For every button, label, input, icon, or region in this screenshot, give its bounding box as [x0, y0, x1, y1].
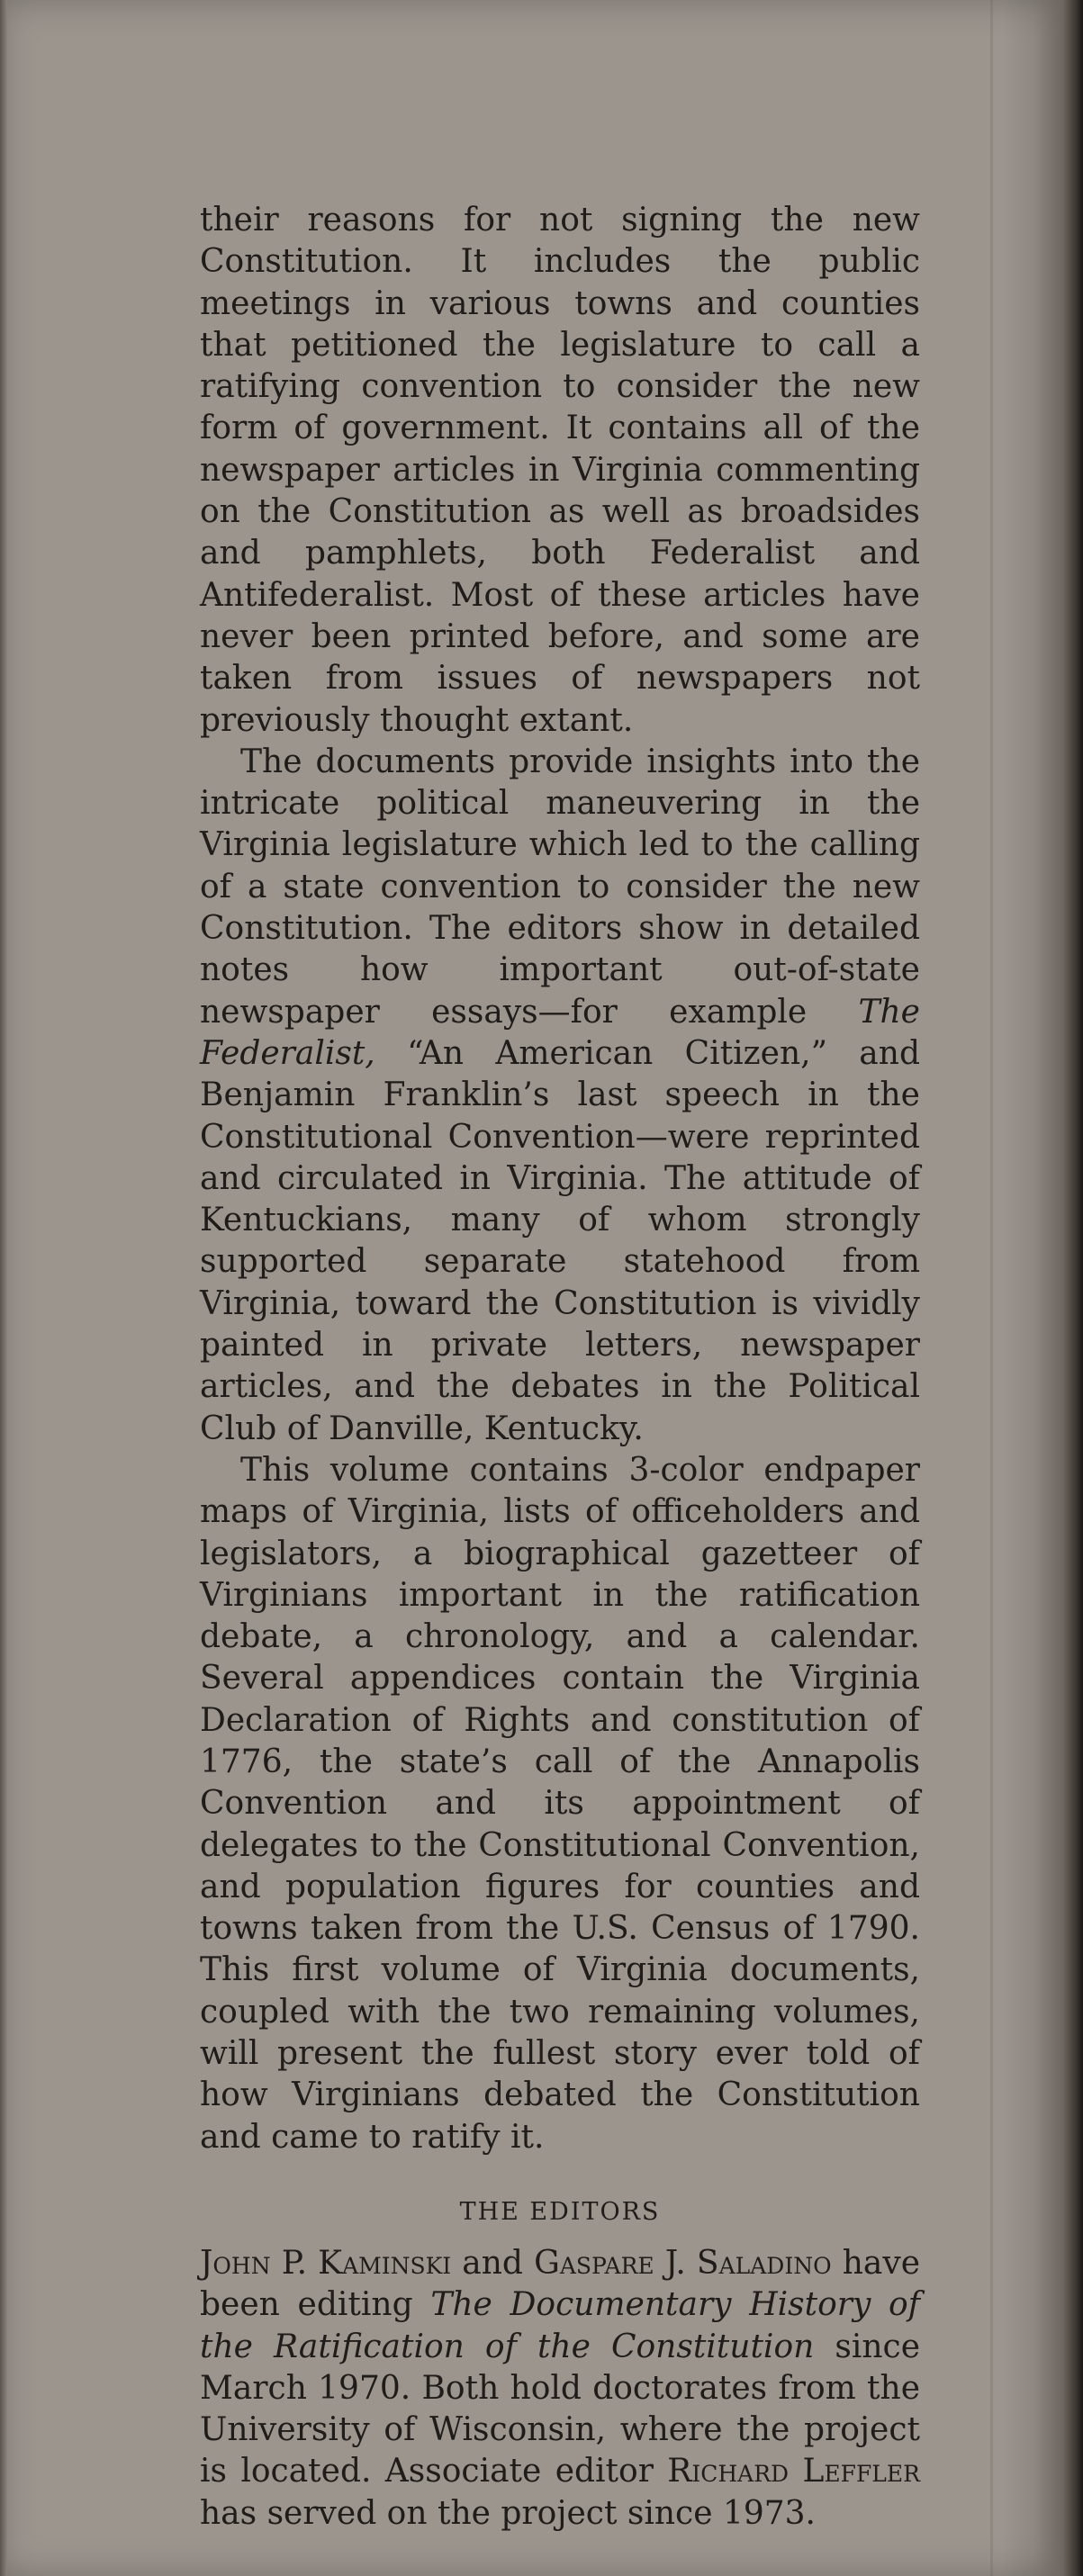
- documentary-history-title: The Documentary History of the Ratification of the Constitution: [200, 2286, 920, 2365]
- editors-text-2: since March 1970. Both hold doctorates from the University of Wisconsin, where the project is located. Associate editor: [200, 2328, 920, 2490]
- editors-text-3: has served on the project since 1973.: [200, 2494, 816, 2532]
- editors-heading: THE EDITORS: [459, 2197, 661, 2226]
- federalist-title: The Federalist,: [200, 993, 920, 1072]
- editor-name-kaminski: John P. Kaminski: [200, 2244, 452, 2282]
- paragraph-2-part-2: “An American Citizen,” and Benjamin Franklin’s last speech in the Constitutional Convention—were reprinted and circulated in Virginia. The attitude of Kentuckians, many of whom strongly supported separate statehood from Virginia, toward the Constitution is vividly painted in private letters, newspaper articles, and the debates in the Political Club of Danville, Kentucky.: [200, 1034, 920, 1447]
- editor-name-saladino: Gaspare J. Saladino: [534, 2244, 832, 2282]
- paragraph-2: [200, 742, 920, 1450]
- page-left-edge: [0, 0, 7, 2576]
- fold-crease: [990, 0, 993, 2576]
- editors-and: and: [451, 2244, 535, 2282]
- editor-name-leffler: Richard Leffler: [667, 2453, 920, 2490]
- editors-text-1: have been editing: [200, 2244, 920, 2324]
- flap-text: [200, 200, 920, 2535]
- page-right-edge-shadow: [1002, 0, 1083, 2576]
- paragraph-3: This volume contains 3-color endpaper maps of Virginia, lists of officeholders and legislators, a biographical gazetteer of Virginians important in the ratification debate, a chronology, and a calendar. Several appendices contain the Virginia Declaration of Rights and constitution of 1776, the state’s call of the Annapolis Convention and its appointment of delegates to the Constitutional Convention, and population figures for counties and towns taken from the U.S. Census of 1790. This first volume of Virginia documents, coupled with the two remaining volumes, will present the fullest story ever told of how Virginians debated the Constitution and came to ratify it.: [200, 1451, 920, 2156]
- editors-paragraph: [200, 2243, 920, 2535]
- paragraph-2-part-1: The documents provide insights into the intricate political maneuvering in the Virginia legislature which led to the calling of a state convention to consider the new Constitution. The editors show in detailed notes how important out-of-state newspaper essays—for example: [200, 743, 920, 1031]
- paragraph-1: their reasons for not signing the new Constitution. It includes the public meetings in various towns and counties that petitioned the legislature to call a ratifying convention to consider the new form of government. It contains all of the newspaper articles in Virginia commenting on the Constitution as well as broadsides and pamphlets, both Federalist and Antifederalist. Most of these articles have never been printed before, and some are taken from issues of newspapers not previously thought extant.: [200, 202, 920, 739]
